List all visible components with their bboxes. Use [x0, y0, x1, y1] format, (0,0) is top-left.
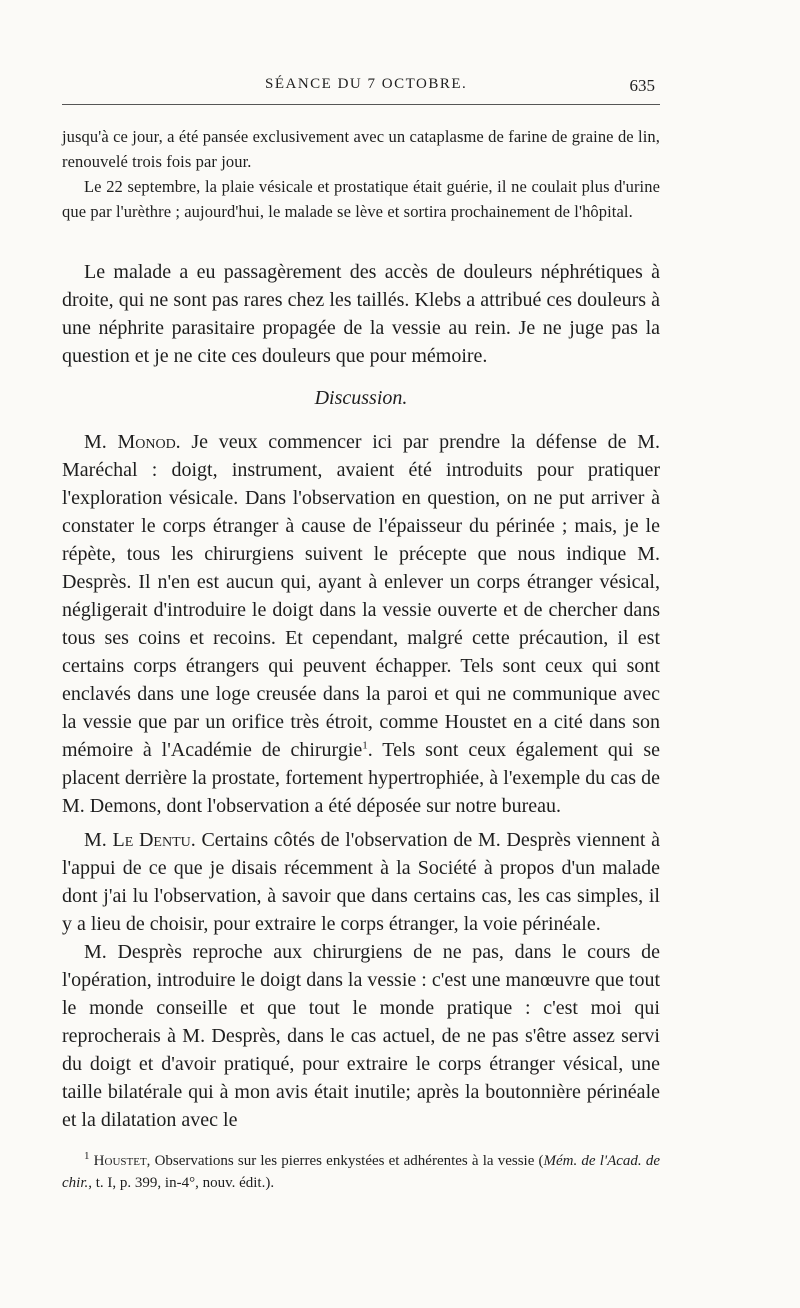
page-number: 635: [629, 76, 655, 95]
monod-text-b: . Tels sont ceux également qui se placent derrière la prostate, fortement hypertrophiée, à l'exemple du cas de M. Demons, dont l'observation a été déposée sur notre bureau.: [62, 739, 660, 817]
le-dentu-text: Certains côtés de l'observation de M. Desprès viennent à l'appui de ce que je disais récemment à la Société à propos d'un malade dont j'ai lu l'observation, à savoir que dans certains cas, les cas simples, il y a lieu de choisir, pour extraire le corps étranger, la voie périnéale.: [62, 829, 661, 935]
footnote-reference: 1: [362, 739, 368, 752]
speaker-monod: M. Monod.: [84, 431, 181, 453]
paragraph-healing: Le 22 septembre, la plaie vésicale et prostatique était guérie, il ne coulait plus d'urine que par l'urèthre ; aujourd'hui, le malade se lève et sortira prochainement de l'hôpital.: [62, 177, 660, 221]
le-dentu-remarks: [62, 826, 660, 1134]
footnote-source: Mém. de l'Acad. de chir.: [62, 1153, 661, 1191]
running-title: SÉANCE DU 7 OCTOBRE.: [265, 76, 468, 92]
footnote-author: Houstet: [93, 1153, 147, 1169]
running-header: [60, 76, 660, 100]
le-dentu-paragraph-2: M. Desprès reproche aux chirurgiens de ne pas, dans le cours de l'opération, introduire le doigt dans la vessie : c'est une manœuvre que tout le monde conseille et que tout le monde pratique : c'est moi qui reprocherais à M. Desprès, dans le cas actuel, de ne pas s'être assez servi du doigt et d'avoir pratiqué, pour extraire le corps étranger vésical, une taille bilatérale qui à mon avis était inutile; après la boutonnière périnéale et la dilatation avec le: [62, 941, 660, 1131]
monod-remarks: [62, 428, 660, 820]
discussion-heading: Discussion.: [314, 387, 408, 409]
paragraph-dressing: jusqu'à ce jour, a été pansée exclusivement avec un cataplasme de farine de graine de lin, renouvelé trois fois par jour.: [62, 127, 660, 171]
header-rule: [62, 104, 660, 105]
paragraph-nephritic-pain: Le malade a eu passagèrement des accès de douleurs néphrétiques à droite, qui ne sont pas rares chez les taillés. Klebs a attribué ces douleurs à une néphrite parasitaire propagée de la vessie au rein. Je ne juge pas la question et je ne cite ces douleurs que pour mémoire.: [62, 261, 660, 367]
monod-text-a: Je veux commencer ici par prendre la défense de M. Maréchal : doigt, instrument, avaient été introduits pour pratiquer l'exploration vésicale. Dans l'observation en question, on ne put arriver à constater le corps étranger à cause de l'épaisseur du périnée ; mais, je le répète, tous les chirurgiens suivent le précepte que nous indique M. Desprès. Il n'en est aucun qui, ayant à enlever un corps étranger vésical, négligerait d'introduire le doigt dans la vessie ouverte et de chercher dans tous ses coins et recoins. Et cependant, malgré cette précaution, il est certains corps étrangers qui peuvent échapper. Tels sont ceux qui sont enclavés dans une loge creusée dans la paroi et qui ne communique avec la vessie que par un orifice très étroit, comme Houstet en a cité dans son mémoire à l'Académie de chirurgie: [62, 431, 660, 761]
case-report-continuation: [62, 124, 660, 224]
footnote: $^1$ Houstet, Observations sur les pierres enkystées et adhérentes à la vessie (Mém. de l'Acad. de chir., t. I, p. 399, in-4°, nouv. édit.).: [62, 1150, 661, 1191]
footnote-mark: 1: [84, 1150, 90, 1162]
speaker-le-dentu: M. Le Dentu.: [84, 829, 196, 851]
